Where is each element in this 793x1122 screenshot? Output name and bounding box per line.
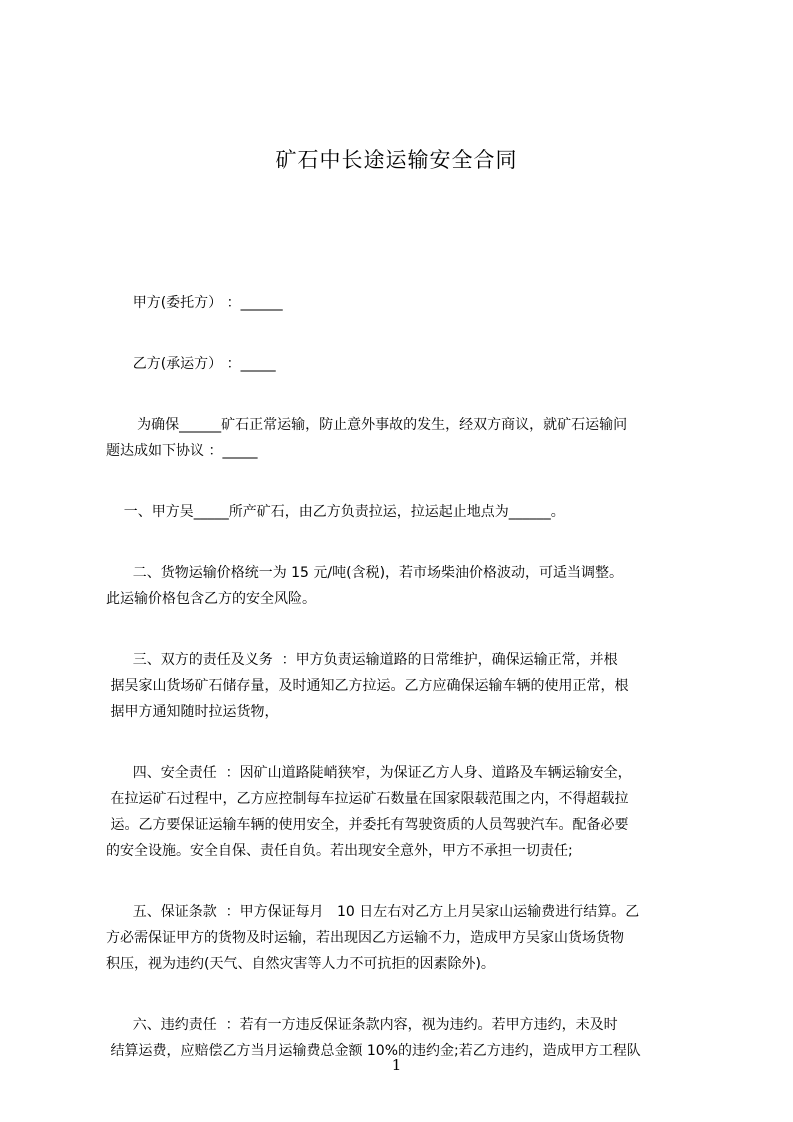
contract-paragraph <box>106 412 698 464</box>
paragraph-line: 题达成如下协议 ：_____ <box>106 443 258 459</box>
paragraph-line: 三、双方的责任及义务 ：甲方负责运输道路的日常维护，确保运输正常，并根 <box>106 652 618 668</box>
paragraph-line: 五、保证条款 ：甲方保证每月 10 日左右对乙方上月吴家山运输费进行结算。乙 <box>106 904 640 920</box>
contract-paragraph <box>106 647 698 725</box>
paragraph-line: 积压，视为违约(天气、自然灾害等人力不可抗拒的因素除外)。 <box>106 956 495 972</box>
document-body <box>106 290 698 1099</box>
paragraph-line: 的安全设施。安全自保、责任自负。若出现安全意外，甲方不承担一切责任; <box>106 843 573 859</box>
paragraph-line: 甲方(委托方） ：______ <box>106 295 283 311</box>
paragraph-line: 此运输价格包含乙方的安全风险。 <box>106 591 316 607</box>
page-number: 1 <box>391 1056 402 1074</box>
paragraph-line: 一、甲方吴_____所产矿石，由乙方负责拉运，拉运起止地点为______。 <box>106 504 565 520</box>
paragraph-line: 结算运费，应赔偿乙方当月运输费总金额 10%的违约金;若乙方违约，造成甲方工程队 <box>106 1043 641 1059</box>
document-title: 矿石中长途运输安全合同 <box>275 148 518 172</box>
contract-paragraph <box>106 351 698 377</box>
paragraph-line: 六、违约责任 ：若有一方违反保证条款内容，视为违约。若甲方违约，未及时 <box>106 1017 618 1033</box>
contract-paragraph <box>106 899 698 977</box>
paragraph-line: 在拉运矿石过程中，乙方应控制每车拉运矿石数量在国家限载范围之内，不得超载拉 <box>106 791 629 807</box>
contract-paragraph <box>106 290 698 316</box>
paragraph-line: 运。乙方要保证运输车辆的使用安全，并委托有驾驶资质的人员驾驶汽车。配备必要 <box>106 817 629 833</box>
paragraph-line: 据甲方通知随时拉运货物， <box>106 704 279 720</box>
paragraph-line: 据吴家山货场矿石储存量，及时通知乙方拉运。乙方应确保运输车辆的使用正常，根 <box>106 678 629 694</box>
paragraph-line: 方必需保证甲方的货物及时运输，若出现因乙方运输不力，造成甲方吴家山货场货物 <box>106 930 624 946</box>
paragraph-line: 二、货物运输价格统一为 15 元/吨(含税)，若市场柴油价格波动，可适当调整。 <box>106 565 624 581</box>
contract-paragraph <box>106 760 698 864</box>
contract-paragraph <box>106 560 698 612</box>
paragraph-line: 乙方(承运方） ：_____ <box>106 356 276 372</box>
contract-paragraph <box>106 499 698 525</box>
paragraph-line: 为确保______矿石正常运输，防止意外事故的发生，经双方商议，就矿石运输问 <box>106 417 628 433</box>
paragraph-line: 四、安全责任 ：因矿山道路陡峭狭窄，为保证乙方人身、道路及车辆运输安全， <box>106 765 632 781</box>
